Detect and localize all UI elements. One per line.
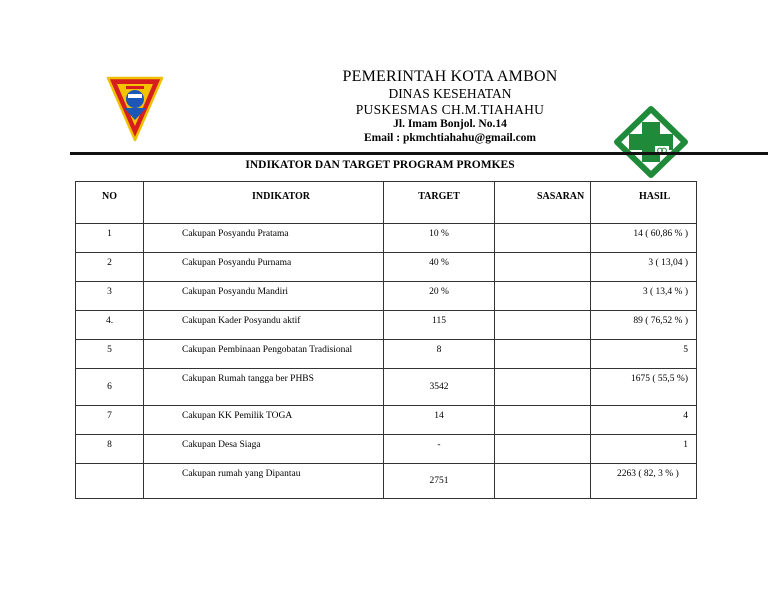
cell-target: 2751 <box>384 464 495 499</box>
cell-indikator: Cakupan Posyandu Mandiri <box>144 282 384 311</box>
cell-indikator: Cakupan Pembinaan Pengobatan Tradisional <box>144 340 384 369</box>
cell-hasil: 1675 ( 55,5 %) <box>591 369 697 406</box>
document-title: INDIKATOR DAN TARGET PROGRAM PROMKES <box>245 159 515 171</box>
cell-no: 3 <box>76 282 144 311</box>
table-row <box>76 340 697 369</box>
cell-target: 115 <box>384 311 495 340</box>
table-row <box>76 406 697 435</box>
cell-indikator: Cakupan KK Pemilik TOGA <box>144 406 384 435</box>
header-target: TARGET <box>384 182 495 224</box>
cell-no: 1 <box>76 224 144 253</box>
cell-hasil: 5 <box>591 340 697 369</box>
cell-hasil: 3 ( 13,4 % ) <box>591 282 697 311</box>
cell-hasil: 4 <box>591 406 697 435</box>
header-sasaran: SASARAN <box>495 182 591 224</box>
gov-name: PEMERINTAH KOTA AMBON <box>342 68 558 85</box>
cell-sasaran <box>495 282 591 311</box>
cell-indikator: Cakupan Rumah tangga ber PHBS <box>144 369 384 406</box>
table-row <box>76 369 697 406</box>
cell-no <box>76 464 144 499</box>
cell-no: 4. <box>76 311 144 340</box>
cell-sasaran <box>495 253 591 282</box>
cell-no: 8 <box>76 435 144 464</box>
cell-hasil: 14 ( 60,86 % ) <box>591 224 697 253</box>
email: Email : pkmchtiahahu@gmail.com <box>363 132 537 144</box>
cell-indikator: Cakupan rumah yang Dipantau <box>144 464 384 499</box>
cell-no: 6 <box>76 369 144 406</box>
table-row <box>76 464 697 499</box>
city-emblem-logo <box>106 72 164 142</box>
dept-name: DINAS KESEHATAN <box>388 86 512 101</box>
indicator-table <box>75 181 697 499</box>
cell-no: 2 <box>76 253 144 282</box>
cell-target: 20 % <box>384 282 495 311</box>
table-row <box>76 282 697 311</box>
table-row <box>76 435 697 464</box>
cell-hasil: 1 <box>591 435 697 464</box>
cell-target: - <box>384 435 495 464</box>
cell-no: 7 <box>76 406 144 435</box>
cell-target: 40 % <box>384 253 495 282</box>
header-no: NO <box>76 182 144 224</box>
address: Jl. Imam Bonjol. No.14 <box>393 118 507 130</box>
header-hasil: HASIL <box>591 182 697 224</box>
header-divider <box>70 152 768 155</box>
cell-sasaran <box>495 464 591 499</box>
cell-target: 3542 <box>384 369 495 406</box>
cell-no: 5 <box>76 340 144 369</box>
cell-target: 8 <box>384 340 495 369</box>
cell-sasaran <box>495 311 591 340</box>
header-indikator: INDIKATOR <box>144 182 384 224</box>
cell-target: 14 <box>384 406 495 435</box>
cell-hasil: 3 ( 13,04 ) <box>591 253 697 282</box>
cell-indikator: Cakupan Posyandu Purnama <box>144 253 384 282</box>
cell-sasaran <box>495 435 591 464</box>
table-row <box>76 224 697 253</box>
cell-hasil: 2263 ( 82, 3 % ) <box>591 464 697 499</box>
cell-sasaran <box>495 340 591 369</box>
cell-sasaran <box>495 224 591 253</box>
cell-sasaran <box>495 369 591 406</box>
table-header-row <box>76 182 697 224</box>
table-row <box>76 311 697 340</box>
puskesmas-name: PUSKESMAS CH.M.TIAHAHU <box>355 102 545 117</box>
cell-indikator: Cakupan Desa Siaga <box>144 435 384 464</box>
cell-sasaran <box>495 406 591 435</box>
cell-indikator: Cakupan Kader Posyandu aktif <box>144 311 384 340</box>
table-row <box>76 253 697 282</box>
cell-target: 10 % <box>384 224 495 253</box>
cell-hasil: 89 ( 76,52 % ) <box>591 311 697 340</box>
cell-indikator: Cakupan Posyandu Pratama <box>144 224 384 253</box>
